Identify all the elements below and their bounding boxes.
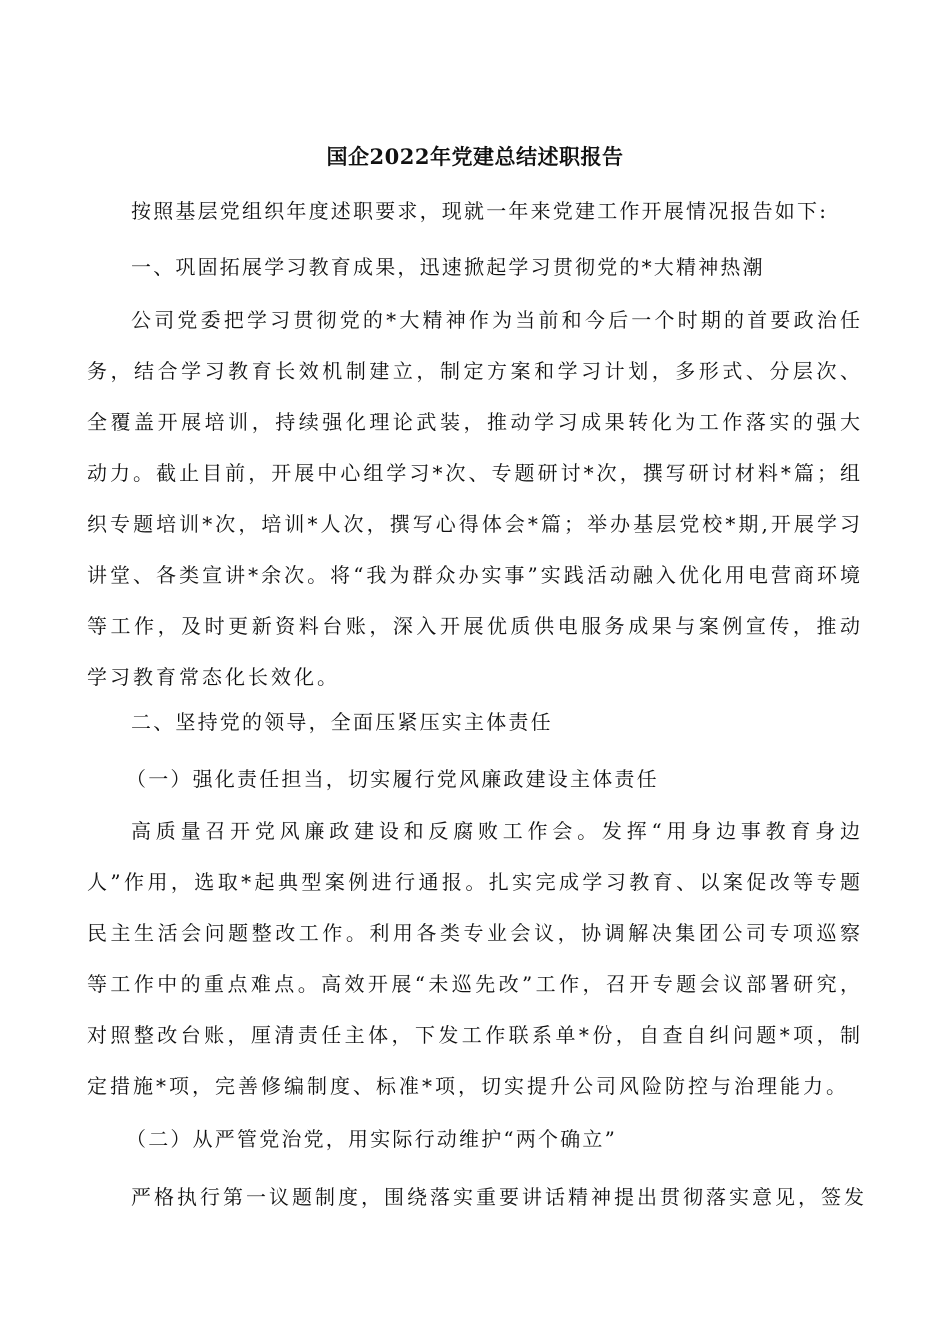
section-1-body: 公司党委把学习贯彻党的*大精神作为当前和今后一个时期的首要政治任务，结合学习教育长效机制建立，制定方案和学习计划，多形式、分层次、全覆盖开展培训，持续强化理论武装，推动学习成果转化为工作落实的强大动力。截止目前，开展中心组学习*次、专题研讨*次，撰写研讨材料*篇；组织专题培训*次，培训*人次，撰写心得体会*篇；举办基层党校*期,开展学习讲堂、各类宣讲*余次。将“我为群众办实事”实践活动融入优化用电营商环境等工作，及时更新资料台账，深入开展优质供电服务成果与案例宣传，推动学习教育常态化长效化。 — [87, 308, 863, 689]
section-1-heading: 一、巩固拓展学习教育成果，迅速掀起学习贯彻党的*大精神热潮 — [131, 255, 765, 279]
intro-paragraph: 按照基层党组织年度述职要求，现就一年来党建工作开展情况报告如下: — [131, 199, 829, 223]
subsection-1-heading: （一）强化责任担当，切实履行党风廉政建设主体责任 — [126, 767, 659, 791]
subsection-1-body: 高质量召开党风廉政建设和反腐败工作会。发挥“用身边事教育身边人”作用，选取*起典型案例进行通报。扎实完成学习教育、以案促改等专题民主生活会问题整改工作。利用各类专业会议，协调解决集团公司专项巡察等工作中的重点难点。高效开展“未巡先改”工作，召开专题会议部署研究，对照整改台账，厘清责任主体，下发工作联系单*份，自查自纠问题*项，制定措施*项，完善修编制度、标准*项，切实提升公司风险防控与治理能力。 — [87, 819, 863, 1098]
section-2-heading: 二、坚持党的领导，全面压紧压实主体责任 — [131, 710, 553, 734]
subsection-2-heading: （二）从严管党治党，用实际行动维护“两个确立” — [126, 1127, 618, 1151]
subsection-2-body: 严格执行第一议题制度，围绕落实重要讲话精神提出贯彻落实意见，签发 — [131, 1185, 867, 1209]
document-title: 国企2022年党建总结述职报告 — [326, 144, 624, 169]
